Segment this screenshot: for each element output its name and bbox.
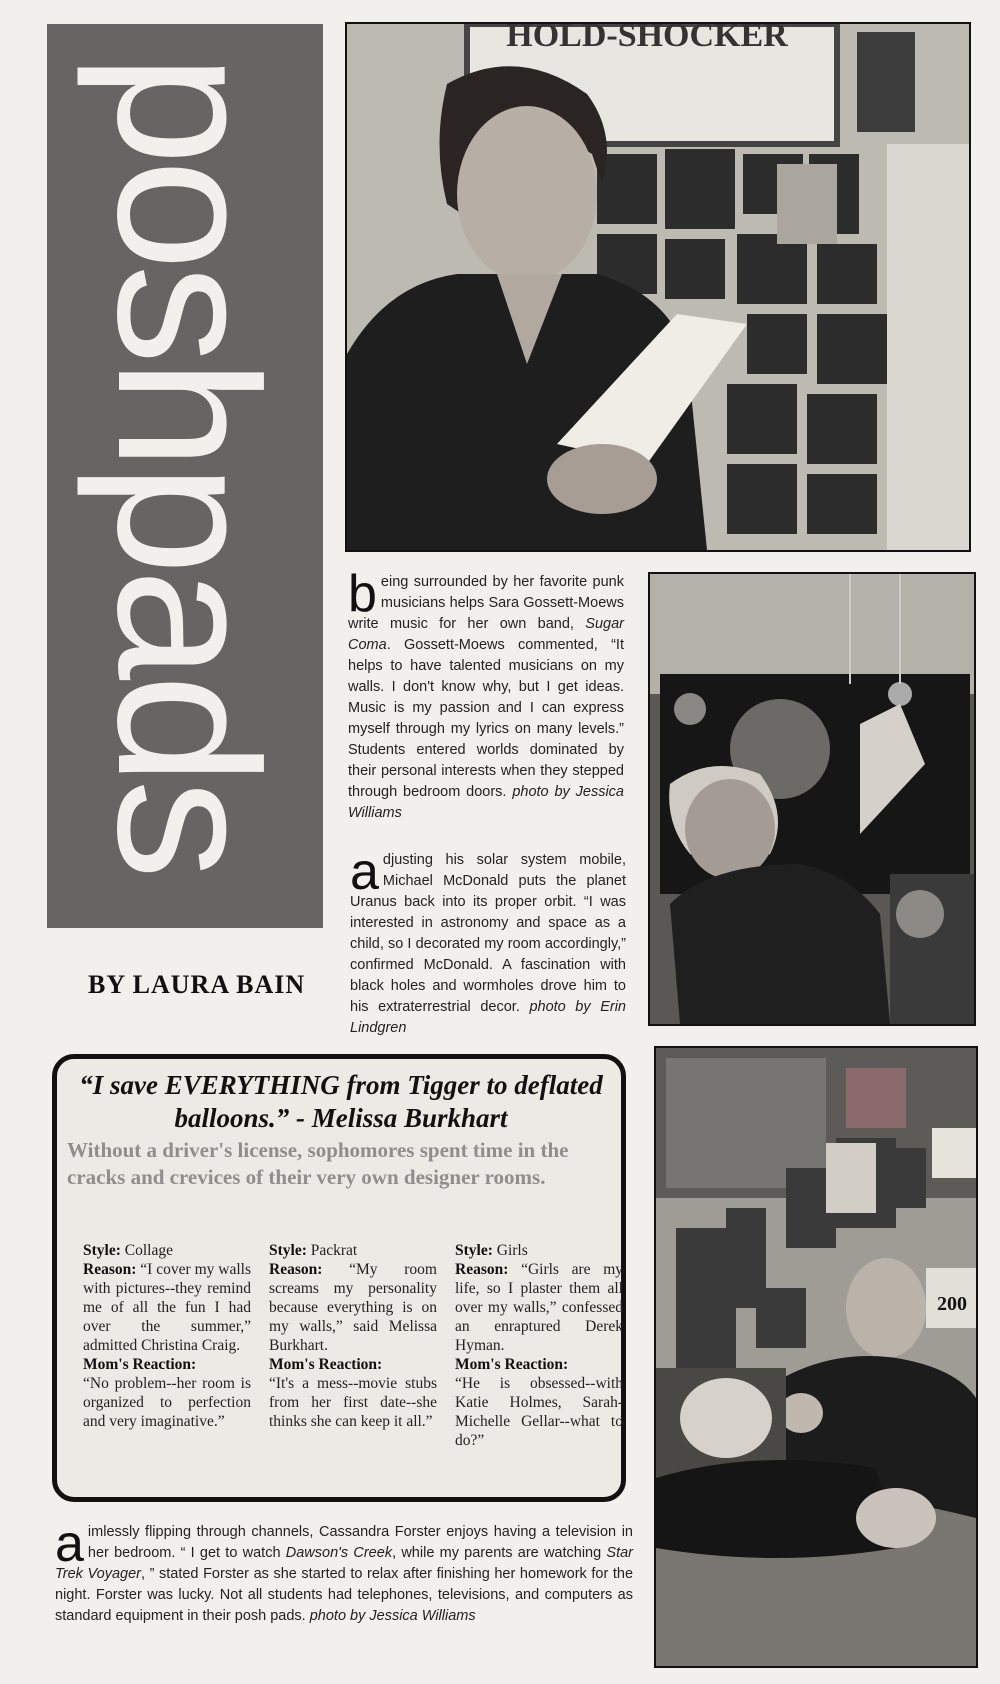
drop-cap: a (55, 1515, 84, 1573)
quote-box (52, 1054, 626, 1502)
style-value: Packrat (310, 1242, 358, 1259)
byline: BY LAURA BAIN (88, 970, 306, 999)
show-title: Dawson's Creek (285, 1545, 393, 1561)
photo-girl-bed (654, 1046, 978, 1668)
caption-michael (350, 843, 626, 1039)
caption-text: , ” stated Forster as she started to relax after finishing her homework for the night. Forster was lucky. Not all students had telephones, televisions, and computers as standard equipment in their posh pads. (55, 1566, 634, 1624)
poster-badge-text: 200 (937, 1293, 967, 1315)
photo-credit: photo by Erin Lindgren (350, 999, 626, 1036)
reason-label: Reason: (83, 1261, 137, 1278)
caption-sara (348, 565, 624, 824)
mom-reaction-label: Mom's Reaction: (455, 1356, 569, 1373)
title-word-pads: pads (76, 463, 299, 874)
caption-text: eing surrounded by her favorite punk musicians helps Sara Gossett-Moews write music for her own band, (348, 574, 624, 632)
mom-reaction-label: Mom's Reaction: (83, 1356, 197, 1373)
mom-reaction-text: “No problem--her room is organized to perfection and very imaginative.” (83, 1375, 251, 1430)
photo-girl-reading-image (347, 24, 969, 550)
style-label: Style: (455, 1242, 493, 1259)
quote-subtitle: Without a driver's license, sophomores spent time in the cracks and crevices of their very own designer rooms. (67, 1138, 569, 1189)
photo-girl-bed-image (656, 1048, 976, 1666)
show-title: Star Trek Voyager (55, 1545, 634, 1582)
photo-credit: photo by Jessica Williams (309, 1608, 476, 1624)
drop-cap: b (348, 565, 377, 623)
style-column-collage (83, 1241, 251, 1431)
caption-text: . Gossett-Moews commented, “It helps to have talented musicians on my walls. I don't know why, but I get ideas. Music is my passion and I can express myself through my lyrics on many levels.” Students entered worlds dominated by their personal interests when they stepped through bedroom doors. (348, 637, 624, 800)
style-label: Style: (83, 1242, 121, 1259)
caption-text: djusting his solar system mobile, Michael McDonald puts the planet Uranus back into its proper orbit. “I was interested in astronomy and space as a child, so I decorated my room accordingly,” confirmed McDonald. A fascination with black holes and wormholes drove him to his extraterrestrial decor. (350, 852, 626, 1015)
drop-cap: a (350, 843, 379, 901)
style-label: Style: (269, 1242, 307, 1259)
page-title (77, 54, 297, 874)
reason-label: Reason: (455, 1261, 509, 1278)
photo-credit: photo by Jessica Williams (348, 784, 624, 821)
photo-girl-reading (345, 22, 971, 552)
caption-cassandra (55, 1515, 634, 1627)
reason-text: “I cover my walls with pictures--they remind me of all the fun I had over the summer,” admitted Christina Craig. (83, 1261, 251, 1354)
mom-reaction-text: “He is obsessed--with Katie Holmes, Sarah-Michelle Gellar--what to do?” (455, 1375, 623, 1449)
title-banner (47, 24, 323, 928)
photo-boy-mobile (648, 572, 976, 1026)
reason-label: Reason: (269, 1261, 323, 1278)
pull-quote: “I save EVERYTHING from Tigger to deflated balloons.” - Melissa Burkhart (79, 1070, 603, 1133)
style-value: Collage (124, 1242, 173, 1259)
style-column-girls (455, 1241, 623, 1450)
caption-text: imlessly flipping through channels, Cassandra Forster enjoys having a television in her bedroom. “ I get to watch (87, 1524, 633, 1561)
style-value: Girls (496, 1242, 528, 1259)
mom-reaction-text: “It's a mess--movie stubs from her first date--she thinks she can keep it all.” (269, 1375, 437, 1430)
mom-reaction-label: Mom's Reaction: (269, 1356, 383, 1373)
style-column-packrat (269, 1241, 437, 1431)
photo-boy-mobile-image (650, 574, 974, 1024)
reason-text: “Girls are my life, so I plaster them all over my walls,” confessed an enraptured Derek Hyman. (455, 1261, 624, 1354)
poster-sign-text: HOLD-SHOCKER (506, 24, 788, 54)
caption-text: , while my parents are watching (392, 1545, 607, 1561)
band-name: Sugar Coma (348, 616, 624, 653)
title-word-posh: posh (76, 54, 299, 464)
reason-text: “My room screams my personality because everything is on my walls,” said Melissa Burkhart. (269, 1261, 437, 1354)
